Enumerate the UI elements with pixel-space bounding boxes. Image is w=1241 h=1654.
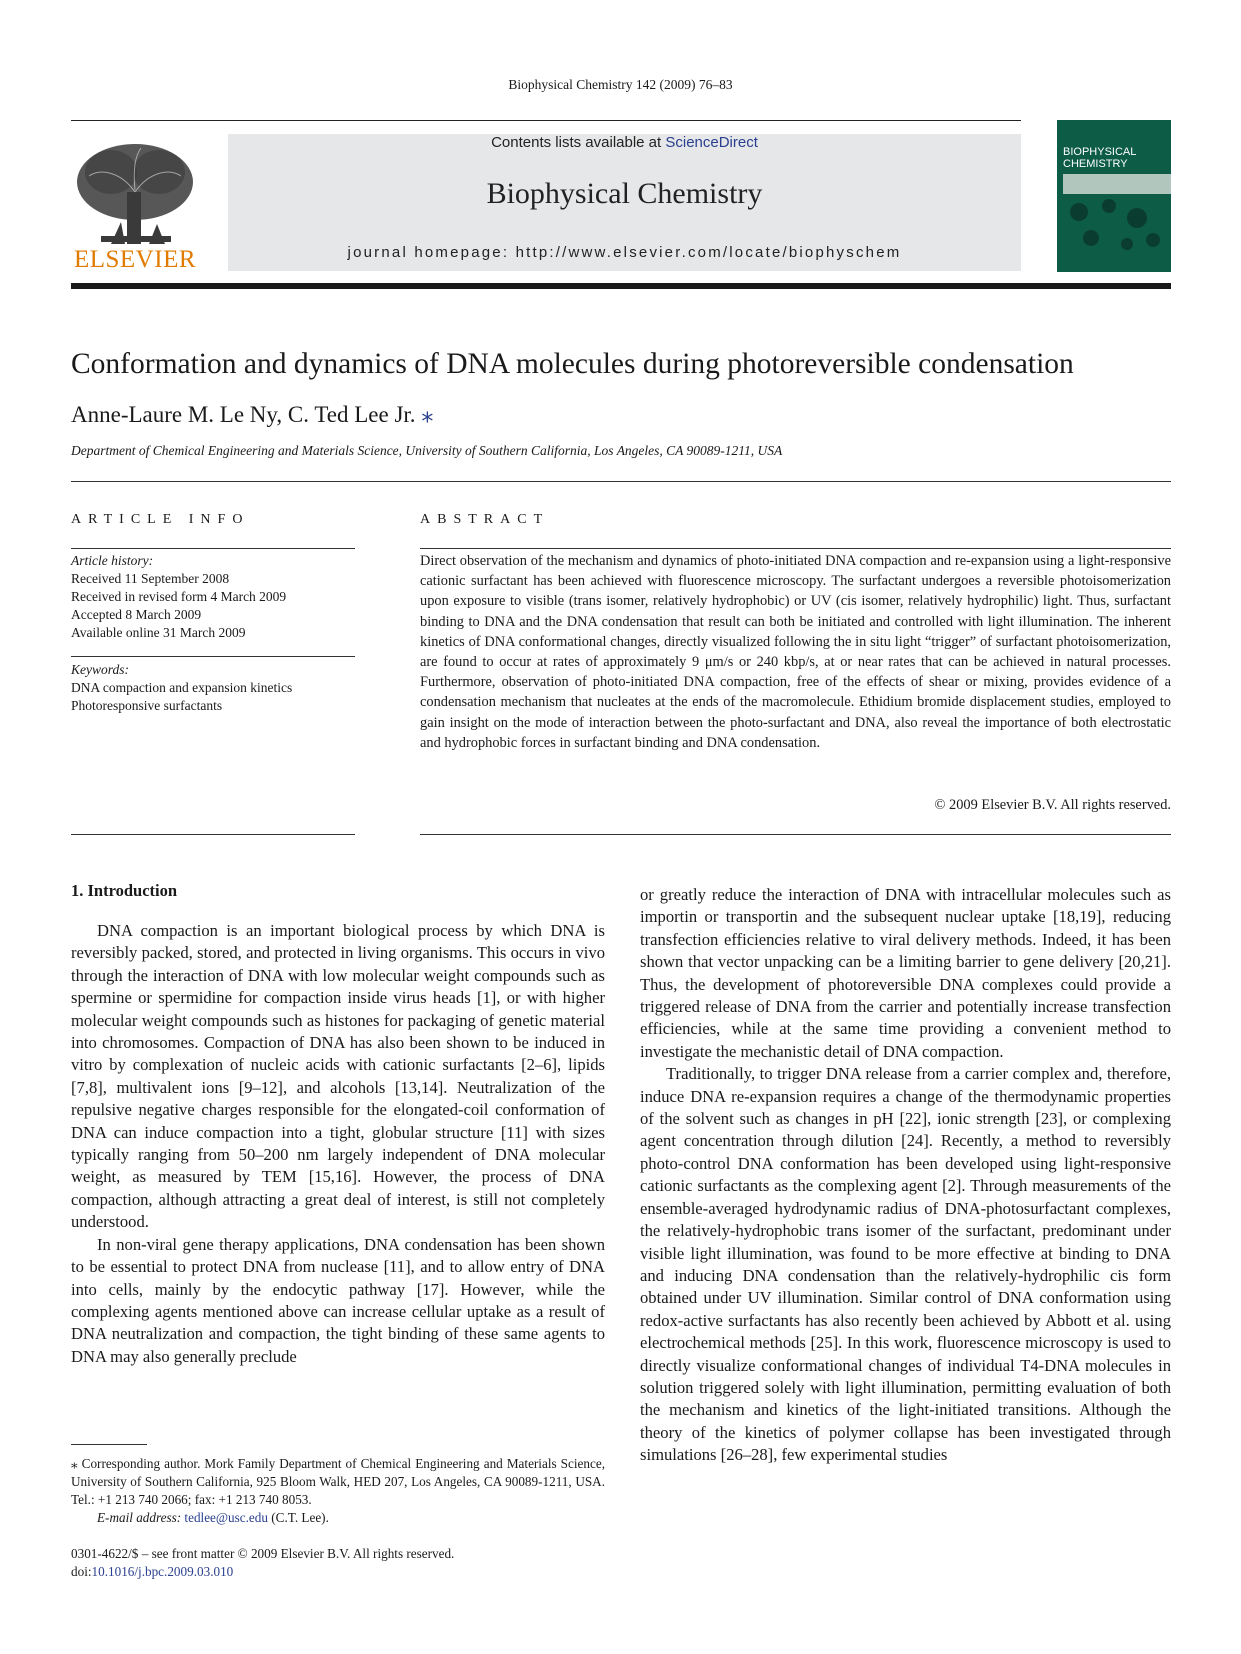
journal-name: Biophysical Chemistry [486, 177, 763, 210]
cover-spheres-icon [1057, 120, 1171, 272]
abstract-copyright: © 2009 Elsevier B.V. All rights reserved. [934, 797, 1171, 813]
paragraph: or greatly reduce the interaction of DNA with intracellular molecules such as importin or transportin and the subsequent nuclear uptake [18,19], reducing transfection efficiencies relative to viral delivery methods. Indeed, it has been shown that vector unpacking can be a limiting barrier to gene delivery [20,21]. Thus, the development of photoreversible DNA complexes could provide a triggered release of DNA from the carrier and potentially increase transfection efficiencies, while at the same time providing a convenient method to investigate the mechanistic detail of DNA compaction. [640, 885, 1171, 1061]
front-matter [71, 1545, 454, 1581]
email-suffix: (C.T. Lee). [267, 1510, 329, 1525]
corresponding-author-mark[interactable]: ⁎ [421, 401, 434, 428]
front-matter-text: 0301-4622/$ – see front matter © 2009 Elsevier B.V. All rights reserved. [71, 1546, 455, 1561]
doi-link[interactable]: 10.1016/j.bpc.2009.03.010 [91, 1564, 234, 1579]
publisher-logo [71, 132, 199, 274]
affiliation-rule [71, 481, 1171, 482]
article-info-heading: ARTICLE INFO [71, 512, 250, 527]
keyword-item: Photoresponsive surfactants [71, 698, 223, 713]
article-title: Conformation and dynamics of DNA molecules during photoreversible condensation [71, 348, 1074, 380]
contents-line [228, 134, 1021, 151]
keywords-label: Keywords: [71, 662, 129, 677]
article-history [71, 552, 355, 642]
right-column [640, 884, 1171, 1467]
header-bottom-rule [71, 283, 1171, 289]
journal-reference: Biophysical Chemistry 142 (2009) 76–83 [508, 77, 733, 92]
paragraph: DNA compaction is an important biological process by which DNA is reversibly packed, stored, and protected in living organisms. This occurs in vivo through the interaction of DNA with low molecular weight compounds such as spermine or spermidine for compaction inside virus heads [1], or with higher molecular weight compounds such as histones for packaging of genetic material into chromosomes. Compaction of DNA has also been shown to be induced in vitro by complexation of nucleic acids with cationic surfactants [2–6], lipids [7,8], multivalent ions [9–12], and alcohols [13,14]. Neutralization of the repulsive negative charges responsible for the elongated-coil conformation of DNA can induce compaction into a tight, globular structure [11] with sizes typically ranging from 50–200 nm largely independent of DNA molecular weight, as measured by TEM [15,16]. However, the process of DNA compaction, although attracting a great deal of interest, is still not completely understood. [71, 921, 605, 1232]
paragraph: Traditionally, to trigger DNA release from a carrier complex and, therefore, induce DNA re-expansion requires a change of the thermodynamic properties of the solvent such as changes in pH [22], ionic strength [23], or complexing agent concentration through dilution [24]. Recently, a method to reversibly photo-control DNA conformation has been developed using light-responsive cationic surfactants as the complexing agent [2]. Through measurements of the ensemble-averaged hydrodynamic radius of DNA-photosurfactant complexes, the relatively-hydrophobic trans isomer of the surfactant, predominant under visible light illumination, was found to be more effective at binding to DNA and inducing DNA condensation than the relatively-hydrophilic cis form obtained under UV illumination. Similar control of DNA conformation using redox-active surfactants has also recently been achieved by Abbott et al. using electrochemical methods [25]. In this work, fluorescence microscopy is used to directly visualize conformational changes of individual T4-DNA molecules in solution triggered solely with light illumination, permitting evaluation of both the mechanism and kinetics of the light-initiated transitions. Although the theory of the kinetics of polymer collapse has been investigated through simulations [26–28], few experimental studies [640, 1064, 1171, 1465]
keywords [71, 661, 355, 715]
footnote [71, 1455, 605, 1527]
article-info-bottom-rule [71, 834, 355, 835]
publisher-name: ELSEVIER [73, 246, 197, 273]
authors: Anne-Laure M. Le Ny, C. Ted Lee Jr. [71, 402, 416, 427]
sciencedirect-link[interactable]: ScienceDirect [665, 134, 758, 151]
abstract-rule [420, 548, 1171, 549]
email-link[interactable]: tedlee@usc.edu [184, 1510, 268, 1525]
history-revised: Received in revised form 4 March 2009 [71, 589, 287, 604]
keywords-rule [71, 656, 355, 657]
paragraph: In non-viral gene therapy applications, DNA condensation has been shown to be essential to protect DNA from nuclease [11], and to allow entry of DNA into cells, mainly by the endocytic pathway [17]. However, while the complexing agents mentioned above can increase cellular uptake as a result of DNA neutralization and compaction, the tight binding of these same agents to DNA may also generally preclude [71, 1234, 605, 1366]
history-accepted: Accepted 8 March 2009 [71, 607, 202, 622]
affiliation: Department of Chemical Engineering and Materials Science, University of Southern California, Los Angeles, CA 90089-1211, USA [71, 443, 783, 458]
history-online: Available online 31 March 2009 [71, 625, 246, 640]
author-line [71, 400, 433, 429]
footnote-text: ⁎ Corresponding author. Mork Family Department of Chemical Engineering and Materials Science, University of Southern California, 925 Bloom Walk, HED 207, Los Angeles, CA 90089-1211, USA. Tel.: +1 213 740 2066; fax: +1 213 740 8053. [71, 1456, 605, 1507]
section-heading: 1. Introduction [71, 881, 178, 900]
abstract-text: Direct observation of the mechanism and dynamics of photo-initiated DNA compaction and re-expansion using a light-responsive cationic surfactant has been achieved with fluorescence microscopy. The surfactant undergoes a reversible photoisomerization upon exposure to visible (trans isomer, relatively hydrophobic) or UV (cis isomer, relatively hydrophilic) light. Thus, surfactant binding to DNA and the DNA condensation that result can both be initiated and controlled with light illumination. The inherent kinetics of DNA conformational changes, directly visualized following the in situ light “trigger” of surfactant photoisomerization, are found to occur at rates of approximately 9 μm/s or 240 kbp/s, at or near rates that can be achieved in natural processes. Furthermore, observation of photo-initiated DNA compaction, free of the effects of shear or mixing, provides evidence of a condensation mechanism that nucleates at the ends of the macromolecule. Ethidium bromide displacement studies, employed to gain insight on the mode of interaction between the photo-surfactant and DNA, also reveal the importance of both electrostatic and hydrophobic forces in surfactant binding and DNA condensation. [420, 553, 1171, 751]
history-received: Received 11 September 2008 [71, 571, 230, 586]
journal-homepage[interactable]: journal homepage: http://www.elsevier.com/locate/biophyschem [347, 244, 902, 261]
left-column [71, 920, 605, 1368]
cover-title: BIOPHYSICAL CHEMISTRY [1063, 146, 1136, 170]
email-label: E-mail address: [97, 1510, 185, 1525]
abstract-heading: ABSTRACT [420, 512, 550, 527]
abstract-bottom-rule [420, 834, 1171, 835]
article-info-rule [71, 548, 355, 549]
header-top-rule [71, 120, 1021, 121]
contents-prefix: Contents lists available at [491, 134, 666, 151]
history-label: Article history: [71, 553, 154, 568]
journal-cover [1057, 120, 1171, 272]
doi-label: doi: [71, 1564, 92, 1579]
keyword-item: DNA compaction and expansion kinetics [71, 680, 293, 695]
footnote-rule [71, 1444, 147, 1445]
